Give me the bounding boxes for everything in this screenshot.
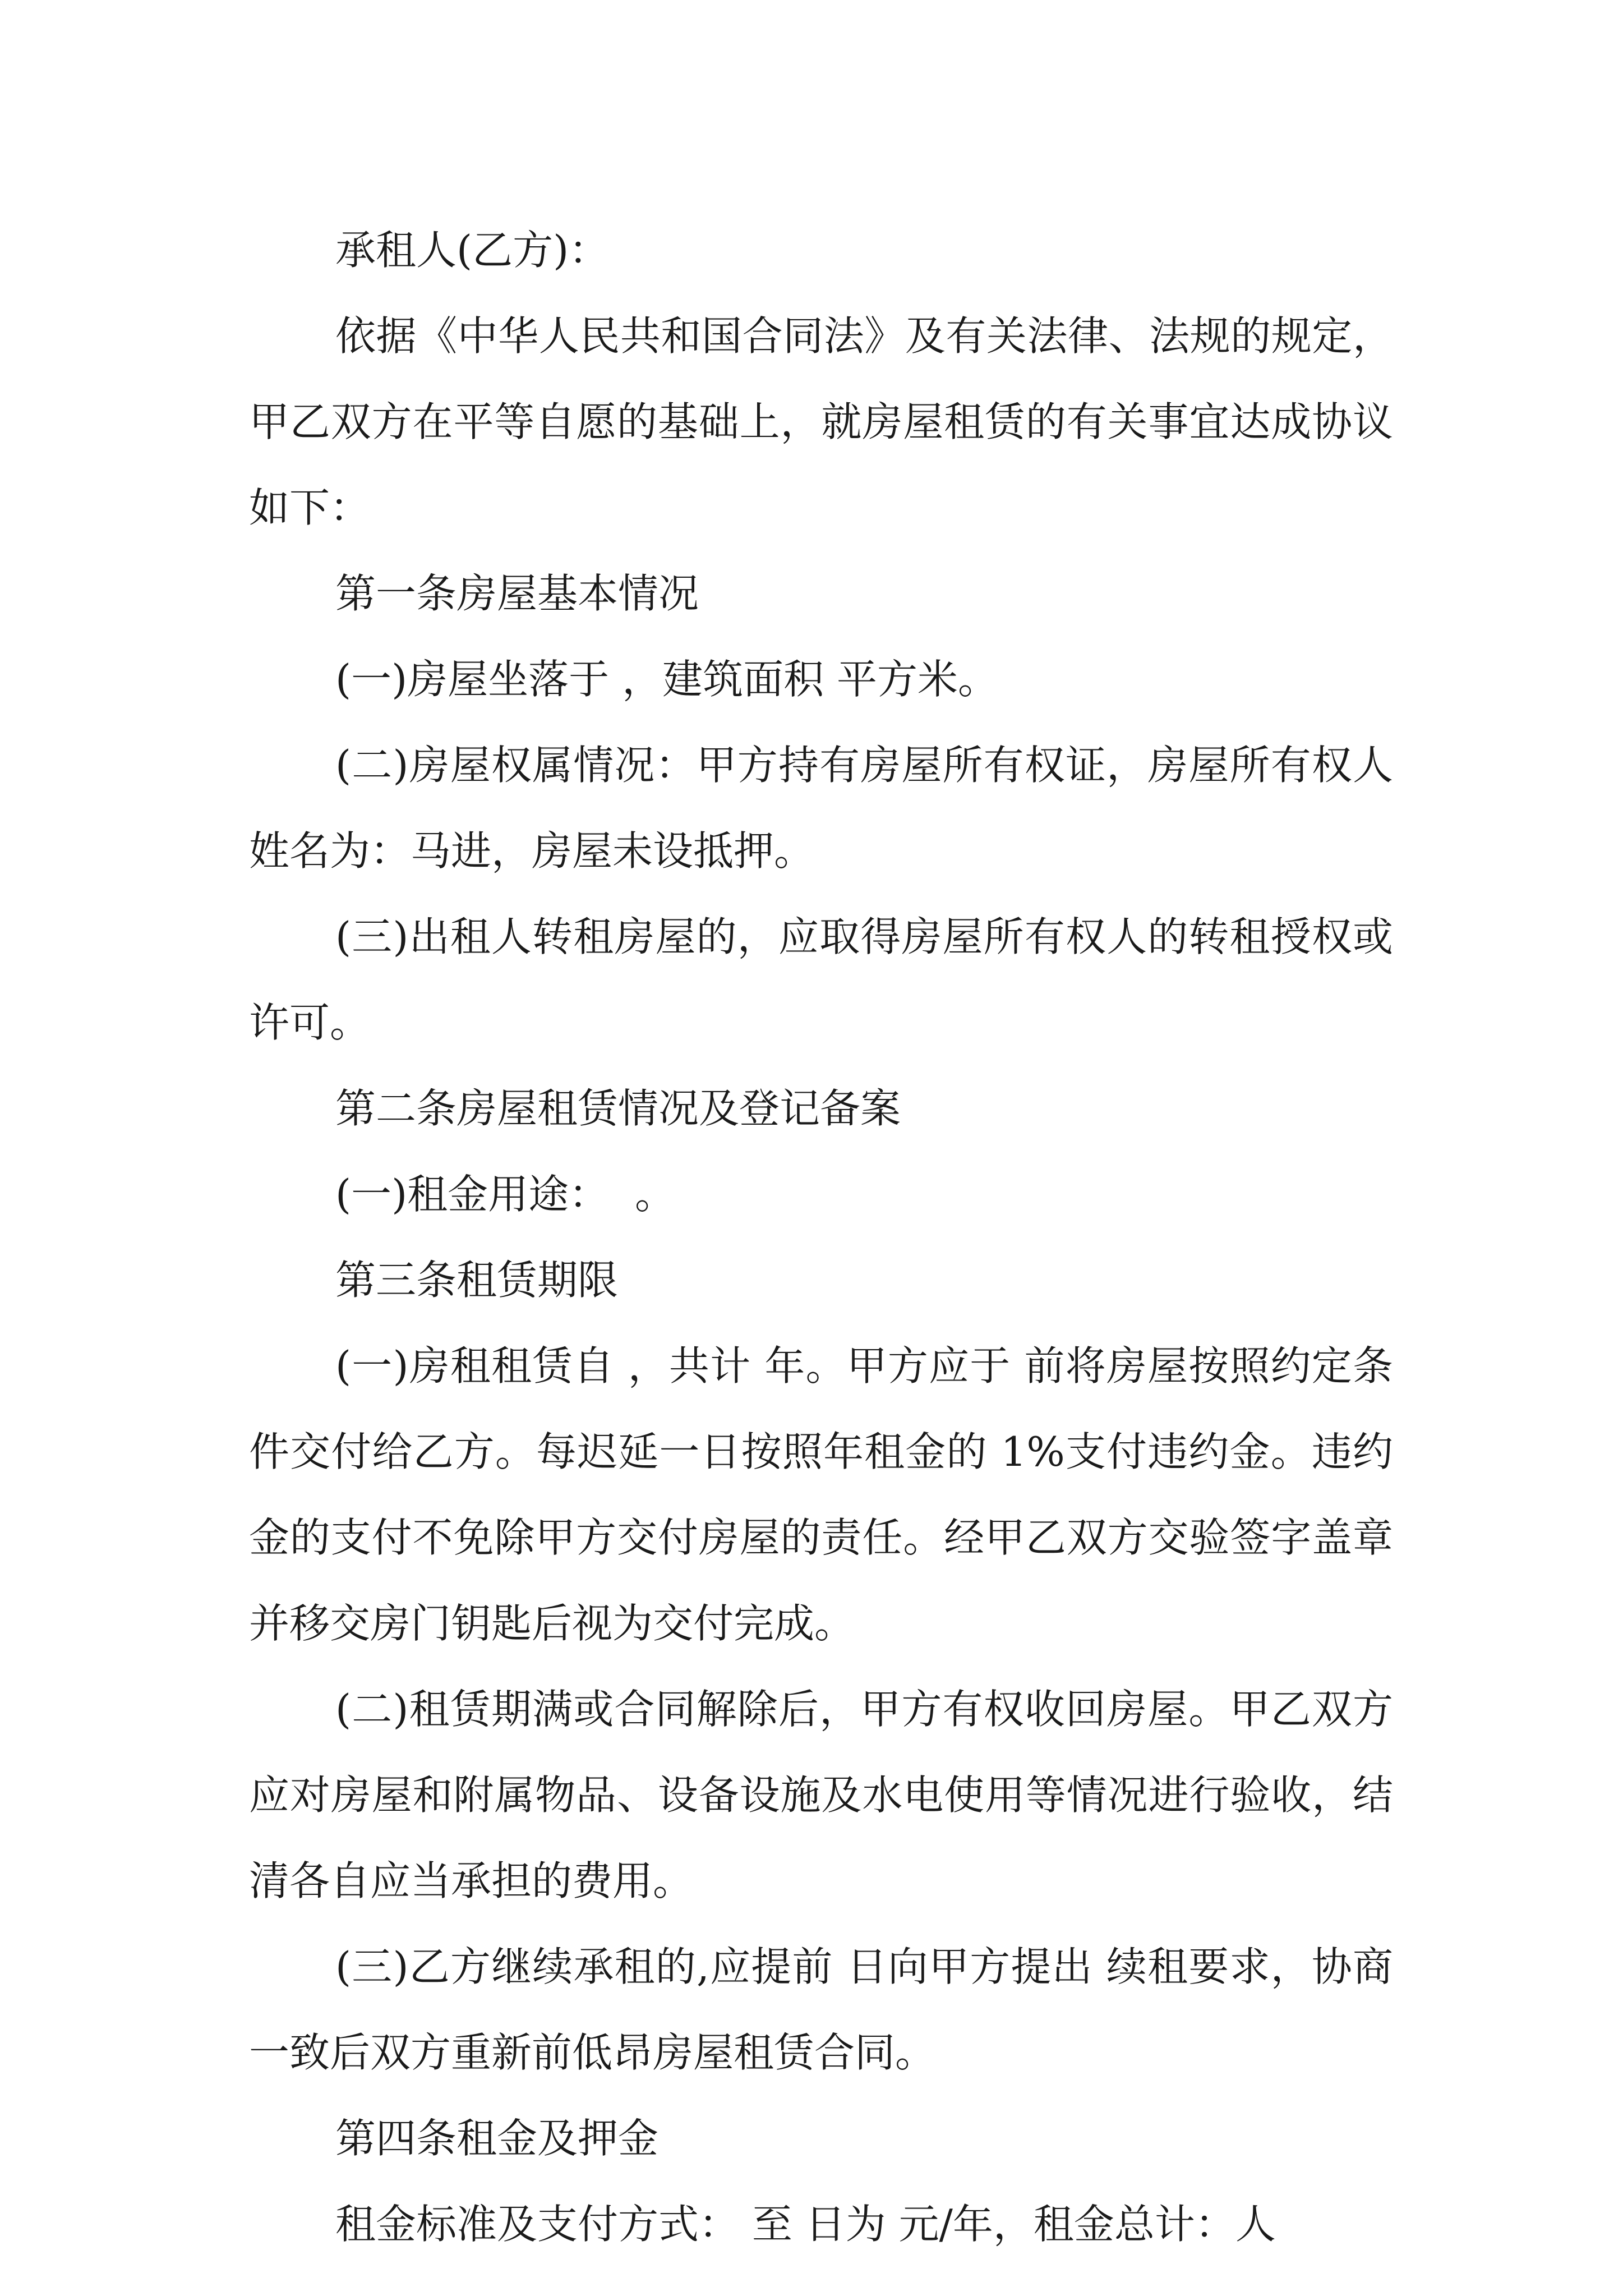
article-4-heading: 第四条租金及押金 (335, 2115, 659, 2162)
article-1-clause-1: (一)房屋坐落于 ，建筑面积 平方米。 (335, 656, 998, 703)
article-2-clause-1: (一)租金用途： 。 (335, 1171, 675, 1218)
article-1-clause-2: (二)房屋权属情况：甲方持有房屋所有权证，房屋所有权人姓名为：马进，房屋未设抵押。 (249, 742, 1393, 875)
article-3-clause-3: (三)乙方继续承租的,应提前 日向甲方提出 续租要求，协商一致后双方重新前低昂房屋租赁合同。 (249, 1943, 1393, 2076)
article-3-clause-2: (二)租赁期满或合同解除后，甲方有权收回房屋。甲乙双方应对房屋和附属物品、设备设施及水电使用等情况进行验收，结清各自应当承担的费用。 (249, 1686, 1393, 1904)
article-2-heading: 第二条房屋租赁情况及登记备案 (335, 1085, 901, 1132)
article-3-clause-1: (一)房租租赁自 ，共计 年。甲方应于 前将房屋按照约定条件交付给乙方。每迟延一日按照年租金的 1%支付违约金。违约金的支付不免除甲方交付房屋的责任。经甲乙双方交验签字盖章并移交房门钥匙后视为交付完成。 (249, 1342, 1393, 1647)
article-1-clause-3: (三)出租人转租房屋的，应取得房屋所有权人的转租授权或许可。 (249, 913, 1393, 1046)
lessee-line: 承租人(乙方)： (335, 227, 610, 274)
preamble-paragraph: 依据《中华人民共和国合同法》及有关法律、法规的规定，甲乙双方在平等自愿的基础上，就房屋租赁的有关事宜达成协议如下： (249, 312, 1393, 531)
contract-body (249, 208, 1393, 2267)
article-1-heading: 第一条房屋基本情况 (335, 570, 699, 617)
article-3-heading: 第三条租赁期限 (335, 1257, 619, 1304)
article-4-rent-terms: 租金标准及支付方式： 至 日为 元/年，租金总计：人 (335, 2201, 1276, 2248)
